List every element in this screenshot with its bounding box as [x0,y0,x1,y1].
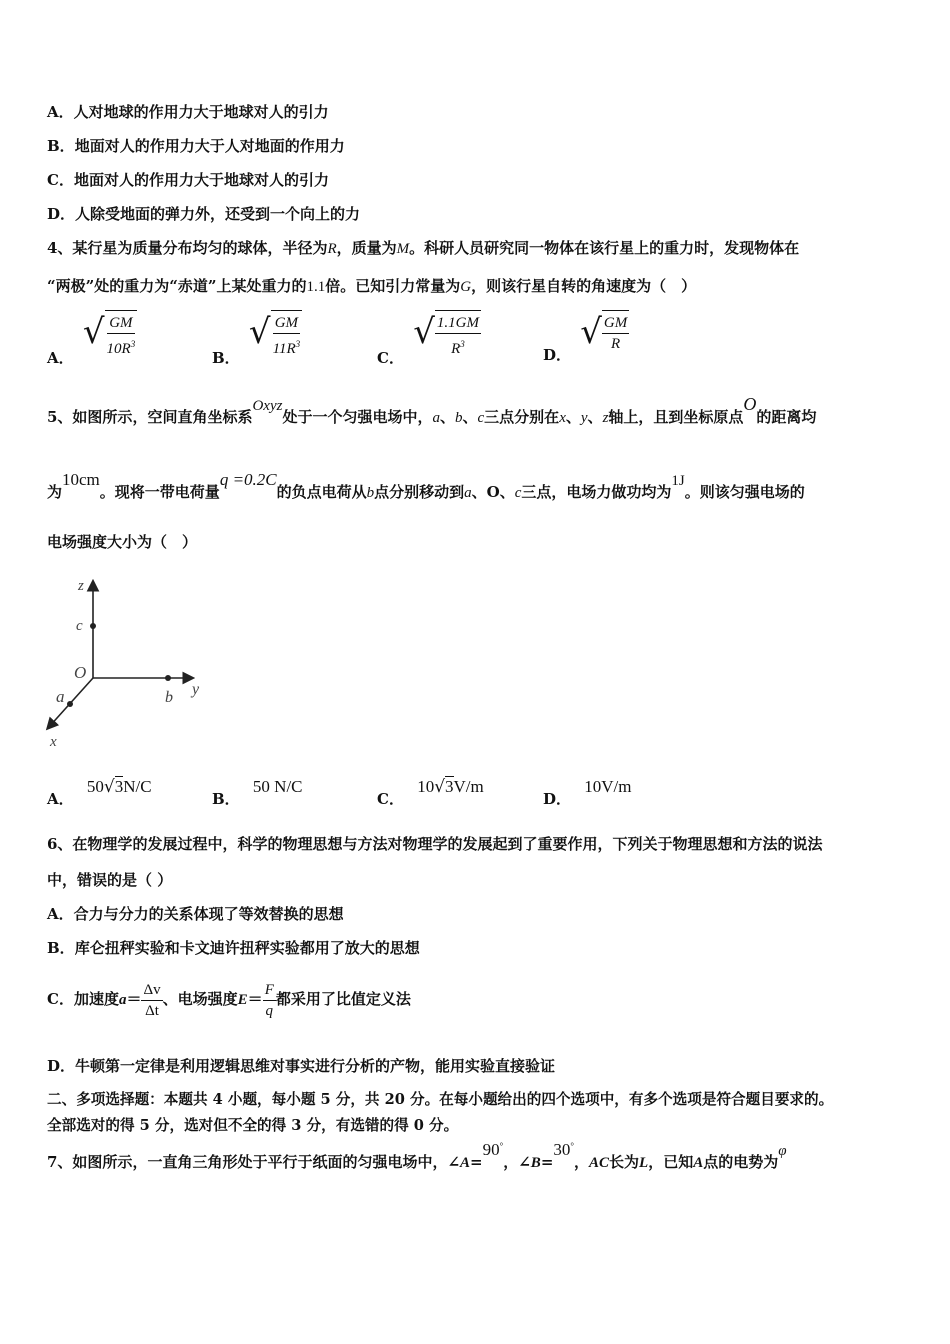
q7-stem-line1: 7、如图所示，一直角三角形处于平行于纸面的匀强电场中，∠A=90°，∠B=30°，AC长为L，已知A点的电势为φ [47,1140,787,1171]
q4-option-c: C． √ $\frac{1.1GM}{R^3}$ [377,312,479,367]
q5-stem-line3: 电场强度大小为（ ） [47,533,198,551]
q6-option-c: C．加速度a＝ $\frac{\Delta v}{\Delta t}$ 、电场强度E＝ $\frac{F}{q}$ 都采用了比值定义法 [47,981,411,1019]
q3-option-b: B．地面对人的作用力大于人对地面的作用力 [47,137,345,155]
q5-option-d: D． 10V/m [543,777,632,808]
point-a [67,701,73,707]
q5-stem-line2: 为10cm。现将一带电荷量q =0.2C的负点电荷从b点分别移动到a、O、c三点，电场力做功均为1J。则该匀强电场的 [47,470,805,501]
section2-heading-line2: 全部选对的得 5 分，选对但不全的得 3 分，有选错的得 0 分。 [47,1117,459,1134]
label-y: y [192,681,200,698]
q5-option-c: C． 10√3V/m [377,777,484,808]
q6-option-d: D．牛顿第一定律是利用逻辑思维对事实进行分析的产物，能用实验直接验证 [47,1057,556,1075]
q5-option-a: A． 50√3N/C [47,777,152,808]
label-z: z [78,578,84,594]
label-b: b [165,689,173,706]
section2-heading-line1: 二、多项选择题：本题共 4 小题，每小题 5 分，共 20 分。在每小题给出的四个选项中，有多个选项是符合题目要求的。 [47,1091,834,1108]
label-c: c [76,618,83,634]
q6-stem-line1: 6、在物理学的发展过程中，科学的物理思想与方法对物理学的发展起到了重要作用，下列关于物理思想和方法的说法 [47,835,823,853]
q4-option-d: D． √ $\frac{GM}{R}$ [543,312,628,364]
q6-option-b: B．库仑扭秤实验和卡文迪许扭秤实验都用了放大的思想 [47,939,420,957]
q3-option-d: D．人除受地面的弹力外，还受到一个向上的力 [47,205,361,223]
q5-option-b: B． 50 N/C [212,777,303,808]
q4-option-b: B． √ $\frac{GM}{11R^3}$ [212,312,301,367]
q4-option-a: A． √ $\frac{GM}{10R^3}$ [47,312,136,367]
q4-stem-line1: 4、某行星为质量分布均匀的球体，半径为R，质量为M。科研人员研究同一物体在该行星上的重力时，发现物体在 [47,239,800,257]
label-a: a [56,687,65,706]
label-x: x [50,734,57,750]
q3-option-a: A．人对地球的作用力大于地球对人的引力 [47,103,329,121]
q5-stem-line1: 5、如图所示，空间直角坐标系Oxyz处于一个匀强电场中，a、b、c三点分别在x、y、z轴上，且到坐标原点O的距离均 [47,394,817,426]
q6-option-a: A．合力与分力的关系体现了等效替换的思想 [47,905,344,923]
q4-stem-line2: “两极”处的重力为“赤道”上某处重力的1.1倍。已知引力常量为G，则该行星自转的角速度为（ ） [47,277,697,295]
q3-option-c: C．地面对人的作用力大于地球对人的引力 [47,171,329,189]
q5-coordinate-figure [40,570,220,750]
point-c [90,623,96,629]
point-b [165,675,171,681]
q6-stem-line2: 中，错误的是（ ） [47,871,173,889]
label-O: O [74,663,87,682]
